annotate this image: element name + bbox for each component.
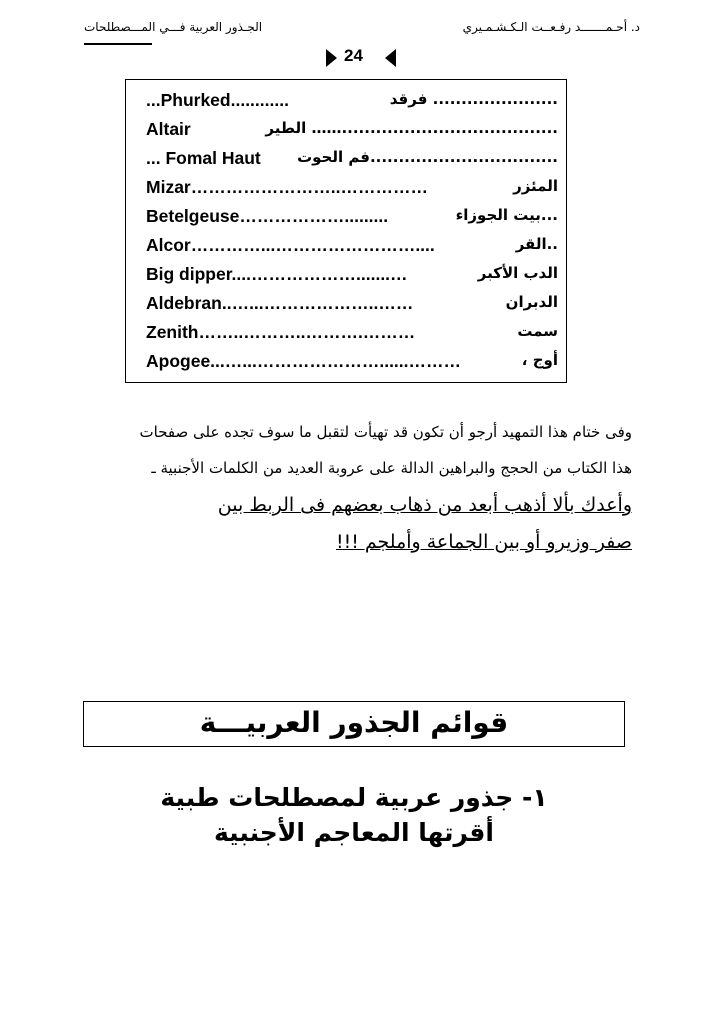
glossary-arabic: الدبران (505, 293, 558, 311)
glossary-arabic: .................................فم الحوت (297, 148, 558, 166)
glossary-row (146, 320, 564, 349)
header-underline (84, 43, 152, 45)
quote-line: صفر وزيرو أو بين الجماعة وأملجم !!! (335, 531, 632, 553)
glossary-row (146, 175, 564, 204)
glossary-row (146, 349, 564, 378)
glossary-row (146, 233, 564, 262)
glossary-arabic: المئزر (513, 177, 558, 195)
glossary-arabic: ......................................…… الطير (265, 119, 558, 137)
glossary-english: ...Phurked............ (146, 90, 289, 110)
glossary-row (146, 204, 564, 233)
glossary-english: Zenith……..………..……….……… (146, 322, 416, 342)
section-subheading: أقرتها المعاجم الأجنبية (214, 818, 494, 847)
header-author: د. أحـمـــــــد رفـعــت الـكـشـمـيري (462, 20, 640, 34)
glossary-english: ... Fomal Haut (146, 148, 261, 168)
glossary-arabic: الدب الأكبر (477, 264, 558, 282)
glossary-english: Betelgeuse………………......... (146, 206, 389, 226)
quote-line: وأعدك بألا أذهب أبعد من ذهاب بعضهم فى الربط بين (217, 494, 632, 516)
glossary-arabic: سمت (517, 322, 558, 340)
header-book-title: الجـذور العربية فـــي المـــصطلحات (84, 20, 263, 34)
glossary-arabic: ...بيت الجوزاء (455, 206, 558, 224)
glossary-row (146, 262, 564, 291)
arrow-left-icon (385, 49, 396, 67)
glossary-english: Aldebran..…...………………..…… (146, 293, 414, 313)
glossary-arabic: ..القر (515, 235, 558, 253)
glossary-arabic: ...................... فرقد (389, 90, 558, 108)
chapter-title-box (83, 701, 625, 747)
glossary-row (146, 291, 564, 320)
star-names-glossary (125, 79, 567, 383)
glossary-english: Mizar……………………..…………… (146, 177, 428, 197)
glossary-row (146, 88, 564, 117)
glossary-english: Apogee...…...…………………......……… (146, 351, 462, 371)
paragraph-line: وفى ختام هذا التمهيد أرجو أن تكون قد تهيأت لتقبل ما سوف تجده على صفحات (139, 423, 632, 441)
section-heading: ١- جذور عربية لمصطلحات طبية (160, 783, 548, 812)
page-number: 24 (344, 46, 363, 65)
paragraph-line: هذا الكتاب من الحجج والبراهين الدالة على عروبة العديد من الكلمات الأجنبية ـ (151, 459, 632, 477)
arrow-right-icon (326, 49, 337, 67)
glossary-row (146, 117, 564, 146)
chapter-title: قوائم الجذور العربيـــة (199, 706, 509, 739)
page-header (84, 20, 640, 42)
glossary-arabic: أوج ، (521, 351, 558, 369)
glossary-english: Altair (146, 119, 191, 139)
glossary-english: Alcor…………...…………………….... (146, 235, 435, 255)
page-number-marker (326, 44, 396, 72)
glossary-english: Big dipper....……………….......… (146, 264, 408, 284)
glossary-row (146, 146, 564, 175)
